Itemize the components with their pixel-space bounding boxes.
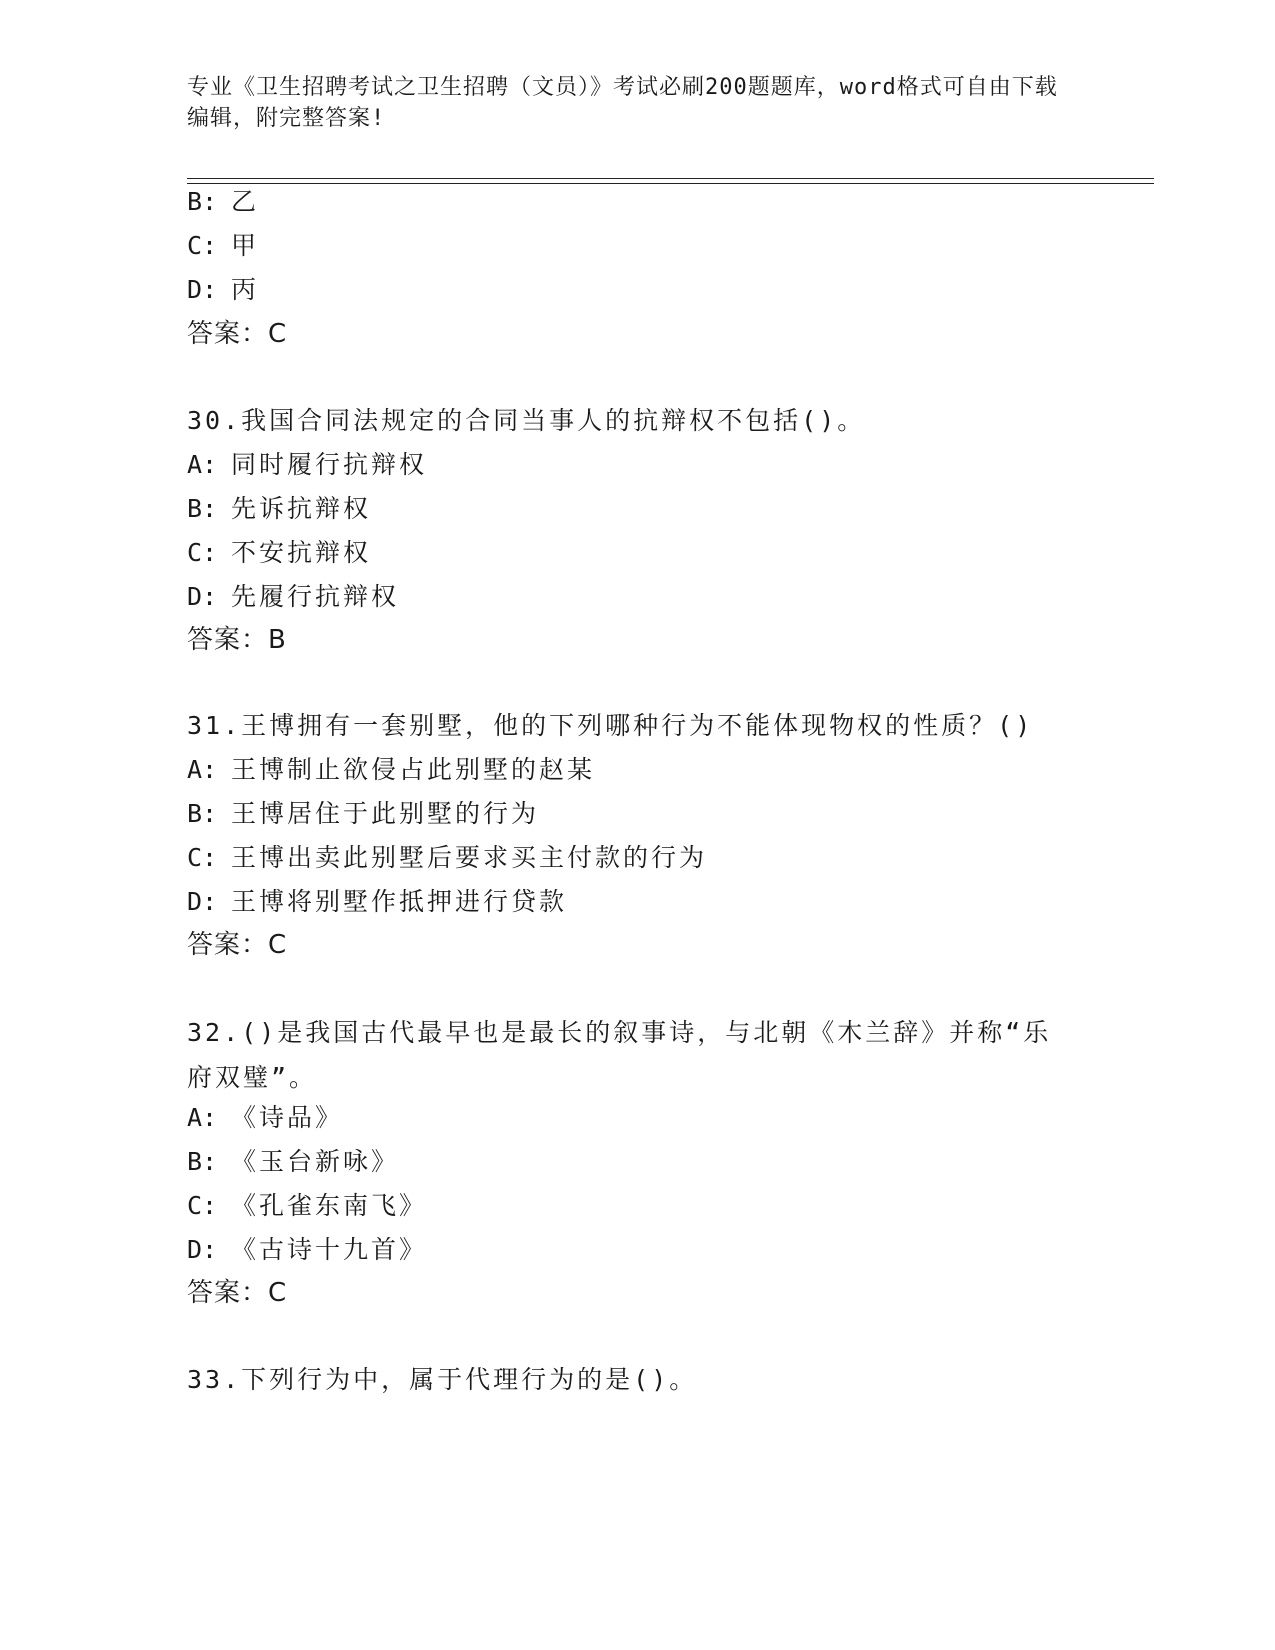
- option-d: D: 丙: [187, 275, 260, 304]
- option-b: B: 王博居住于此别墅的行为: [187, 799, 540, 828]
- question-33-stem: 33.下列行为中，属于代理行为的是()。: [187, 1365, 698, 1394]
- option-a: A: 同时履行抗辩权: [187, 450, 428, 479]
- answer-line: 答案：C: [187, 930, 288, 960]
- option-c: C: 《孔雀东南飞》: [187, 1191, 428, 1220]
- option-d: D: 王博将别墅作抵押进行贷款: [187, 887, 568, 916]
- header-divider-bottom: [187, 183, 1154, 184]
- question-31-stem: 31.王博拥有一套别墅，他的下列哪种行为不能体现物权的性质？(): [187, 711, 1034, 740]
- answer-line: 答案：C: [187, 1278, 288, 1308]
- question-30-stem: 30.我国合同法规定的合同当事人的抗辩权不包括()。: [187, 406, 866, 435]
- answer-line: 答案：C: [187, 319, 288, 349]
- answer-line: 答案：B: [187, 625, 287, 655]
- option-a: A: 《诗品》: [187, 1103, 344, 1132]
- option-b: B: 先诉抗辩权: [187, 494, 372, 523]
- option-c: C: 不安抗辩权: [187, 538, 372, 567]
- option-b: B: 《玉台新咏》: [187, 1147, 400, 1176]
- document-header: 专业《卫生招聘考试之卫生招聘（文员）》考试必刷200题题库，word格式可自由下载编辑，附完整答案!: [187, 75, 1058, 131]
- option-c: C: 王博出卖此别墅后要求买主付款的行为: [187, 843, 708, 872]
- option-d: D: 先履行抗辩权: [187, 582, 400, 611]
- question-32-stem: 32.()是我国古代最早也是最长的叙事诗，与北朝《木兰辞》并称“乐府双璧”。: [187, 1018, 1052, 1092]
- option-a: A: 王博制止欲侵占此别墅的赵某: [187, 755, 596, 784]
- header-divider-top: [187, 178, 1154, 179]
- option-b: B: 乙: [187, 187, 260, 216]
- option-c: C: 甲: [187, 231, 260, 260]
- option-d: D: 《古诗十九首》: [187, 1235, 428, 1264]
